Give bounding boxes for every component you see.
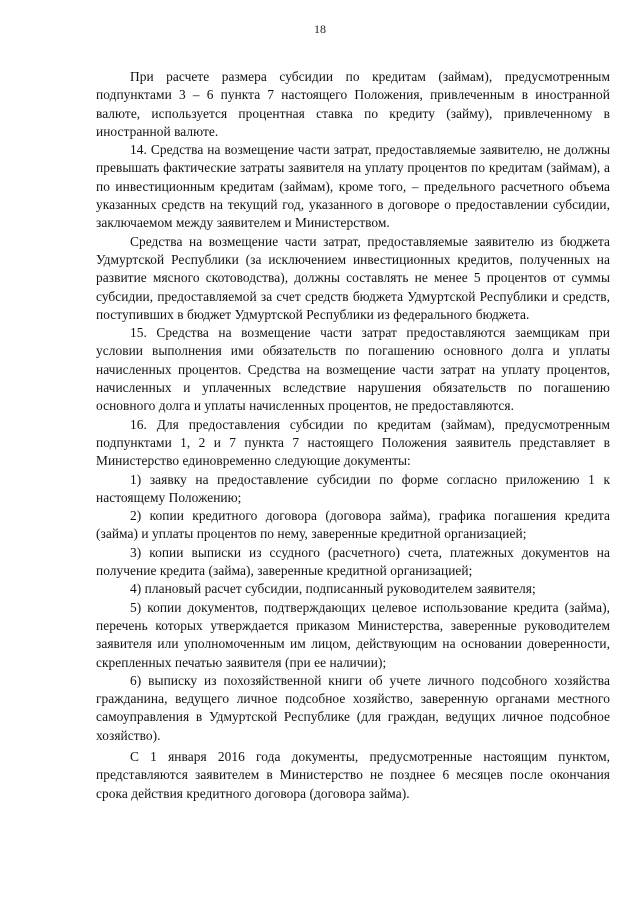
page-number: 18 xyxy=(314,22,326,36)
paragraph-15: 15. Средства на возмещение части затрат предоставляются заемщикам при условии выполнения ими обязательств по погашению основного долга и уплаты начисленных процентов. Средства на возмещение части затрат на уплату процентов, начисленных и уплаченных вследствие нарушения обязательств по погашению основного долга и уплаты начисленных процентов, не предоставляются. xyxy=(96,325,610,414)
paragraph-14: 14. Средства на возмещение части затрат, предоставляемые заявителю, не должны превышать фактические затраты заявителя на уплату процентов по кредитам (займам), а по инвестиционным кредитам (займам), кроме того, – предельного расчетного объема указанных средств на текущий год, указанного в договоре о предоставлении субсидии, заключаемом между заявителем и Министерством. xyxy=(96,142,610,231)
list-item-2: 2) копии кредитного договора (договора займа), графика погашения кредита (займа) и уплаты процентов по нему, заверенные кредитной организацией; xyxy=(96,508,610,542)
list-item-4: 4) плановый расчет субсидии, подписанный руководителем заявителя; xyxy=(130,581,536,597)
list-item-1: 1) заявку на предоставление субсидии по форме согласно приложению 1 к настоящему Положению; xyxy=(96,471,610,505)
list-item-6: 6) выписку из похозяйственной книги об учете личного подсобного хозяйства гражданина, ведущего личное подсобное хозяйство, заверенную органами местного самоуправления в Удмуртской Республике (для граждан, ведущих личное подсобное хозяйство). xyxy=(96,672,610,743)
paragraph-16: 16. Для предоставления субсидии по кредитам (займам), предусмотренным подпунктами 1, 2 и 7 пункта 7 настоящего Положения заявитель представляет в Министерство единовременно следующие документы: xyxy=(96,416,610,469)
list-item-3: 3) копии выписки из ссудного (расчетного) счета, платежных документов на получение кредита (займа), заверенные кредитной организацией; xyxy=(96,544,610,579)
paragraph-foreign-currency-rate: При расчете размера субсидии по кредитам (займам), предусмотренным подпунктами 3 – 6 пункта 7 настоящего Положения, привлеченным в иностранной валюте, используется процентная ставка по кредиту (займу), привлеченному в иностранной валюте. xyxy=(96,69,610,139)
list-item-5: 5) копии документов, подтверждающих целевое использование кредита (займа), перечень которых утверждается приказом Министерства, заверенные руководителем заявителя или уполномоченным им лицом, действующим на основании доверенности, скрепленных печатью заявителя (при ее наличии); xyxy=(96,599,610,670)
document-body xyxy=(96,68,610,803)
paragraph-14-budget-share: Средства на возмещение части затрат, предоставляемые заявителю из бюджета Удмуртской Республики (за исключением инвестиционных кредитов, полученных на развитие мясного скотоводства), должны составлять не менее 5 процентов от суммы субсидии, предоставляемой за счет средств бюджета Удмуртской Республики и средств, поступивших в бюджет Удмуртской Республики из федерального бюджета. xyxy=(96,233,610,322)
paragraph-deadline: С 1 января 2016 года документы, предусмотренные настоящим пунктом, представляются заявителем в Министерство не позднее 6 месяцев после окончания срока действия кредитного договора (договора займа). xyxy=(96,748,610,801)
